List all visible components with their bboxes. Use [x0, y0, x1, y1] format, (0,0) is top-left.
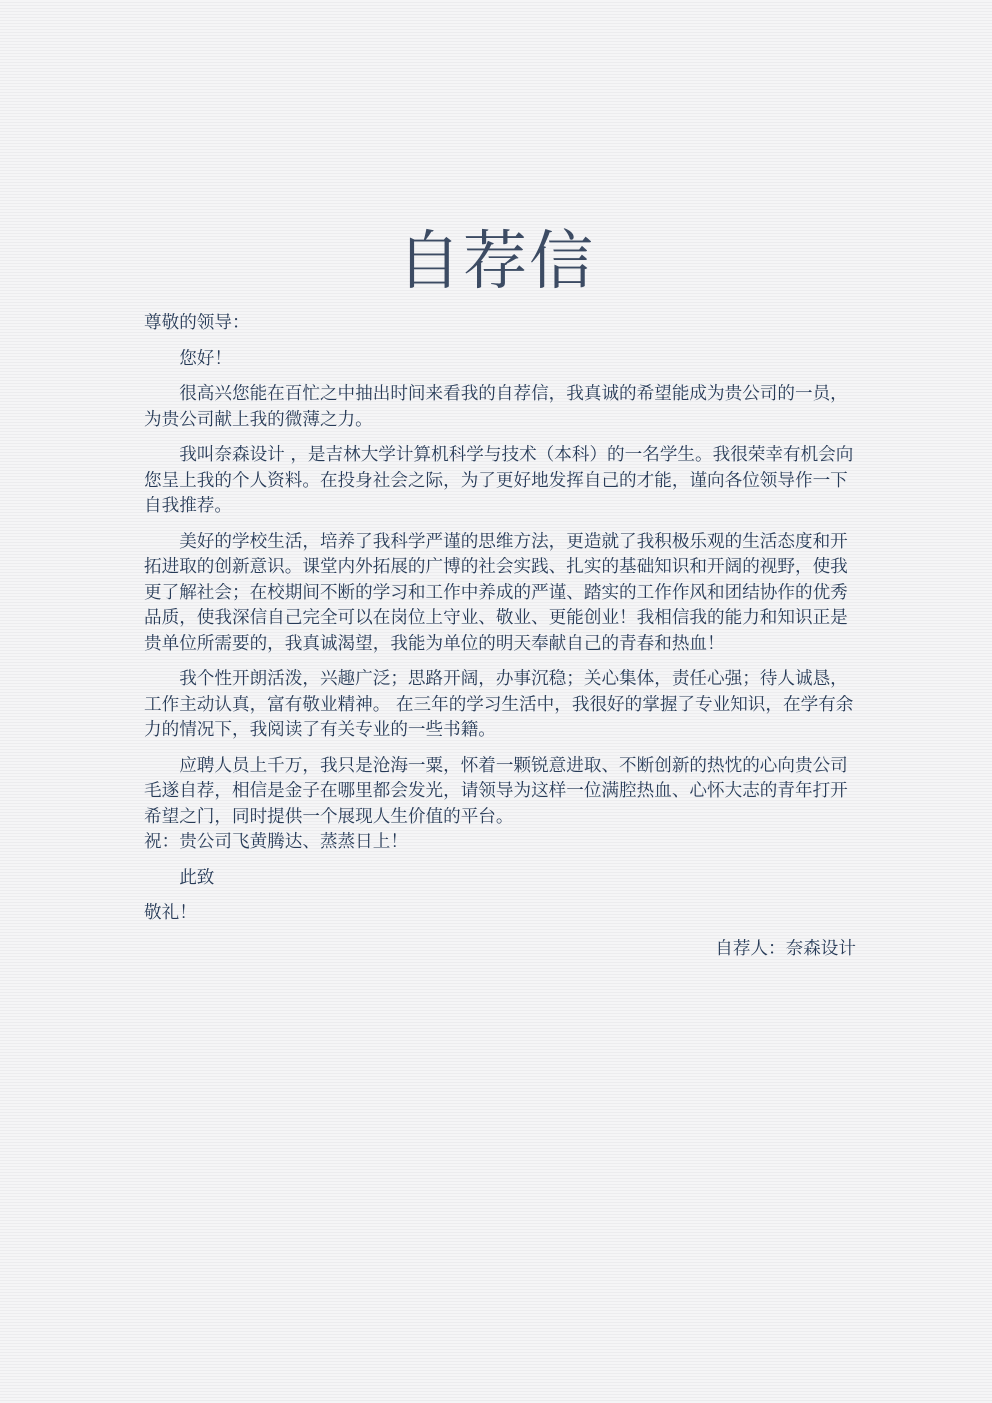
- salutation: 尊敬的领导：: [144, 313, 250, 333]
- paragraph-intro: 很高兴您能在百忙之中抽出时间来看我的自荐信，我真诚的希望能成为贵公司的一员，为贵公司献上我的微薄之力。: [144, 384, 848, 430]
- paragraph-self-introduction: 我叫奈森设计 ，是吉林大学计算机科学与技术（本科）的一名学生。我很荣幸有机会向您呈上我的个人资料。在投身社会之际，为了更好地发挥自己的才能，谨向各位领导作一下自我推荐。: [144, 445, 854, 516]
- paragraph-school-life: 美好的学校生活，培养了我科学严谨的思维方法，更造就了我积极乐观的生活态度和开拓进取的创新意识。课堂内外拓展的广博的社会实践、扎实的基础知识和开阔的视野，使我更了解社会；在校期间不断的学习和工作中养成的严谨、踏实的工作作风和团结协作的优秀品质，使我深信自己完全可以在岗位上守业、敬业、更能创业！我相信我的能力和知识正是贵单位所需要的，我真诚渴望，我能为单位的明天奉献自己的青春和热血！: [144, 531, 848, 654]
- paragraph-application: 应聘人员上千万，我只是沧海一粟，怀着一颗锐意进取、不断创新的热忱的心向贵公司毛遂自荐，相信是金子在哪里都会发光，请领导为这样一位满腔热血、心怀大志的青年打开希望之门，同时提供一个展现人生价值的平台。: [144, 755, 848, 827]
- paragraph-personality: 我个性开朗活泼，兴趣广泛；思路开阔，办事沉稳；关心集体，责任心强；待人诚恳，工作主动认真，富有敬业精神。 在三年的学习生活中，我很好的掌握了专业知识，在学有余力的情况下，我阅读了有关专业的一些书籍。: [144, 669, 854, 740]
- signature: 自荐人：奈森设计: [715, 938, 856, 959]
- letter-title: 自荐信: [397, 225, 595, 299]
- respect: 敬礼！: [144, 903, 197, 923]
- wish-line: 祝：贵公司飞黄腾达、蒸蒸日上！: [144, 832, 408, 852]
- closing: 此致: [179, 867, 215, 888]
- greeting: 您好！: [179, 348, 232, 369]
- letter-body: [144, 311, 856, 962]
